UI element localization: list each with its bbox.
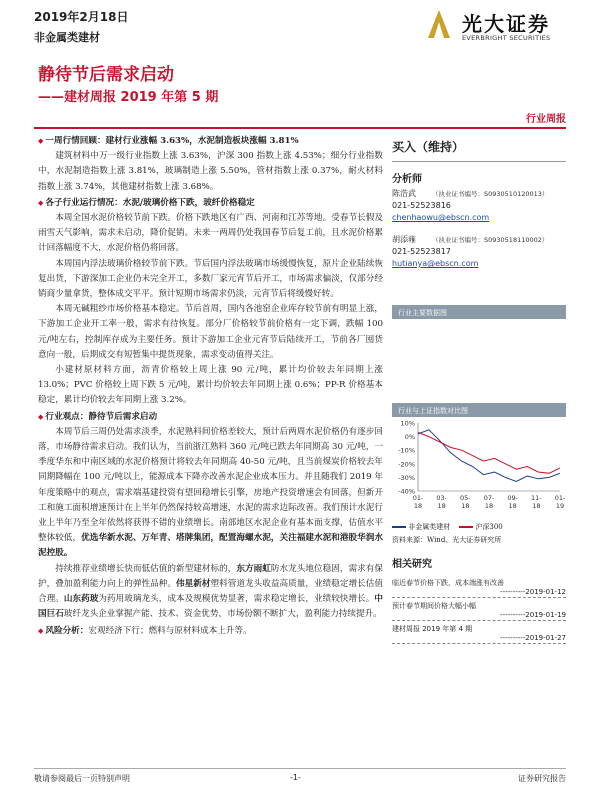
related-date: ----------2019-01-19	[500, 611, 566, 619]
x-tick-label: 19	[555, 502, 565, 510]
line-chart	[392, 417, 566, 517]
x-tick-label: 01-	[554, 494, 566, 502]
report-type: 行业周报	[526, 114, 566, 125]
related-item[interactable]	[392, 598, 566, 621]
series-line	[418, 430, 560, 482]
x-tick-label: 03-	[436, 494, 447, 502]
legend-swatch	[392, 526, 406, 528]
report-date: 2019年2月18日	[34, 10, 129, 24]
sidebar-divider	[392, 161, 566, 162]
analyst-phone: 021-52523817	[392, 247, 451, 256]
chart-header: 行业与上证指数对比图	[392, 403, 566, 417]
x-tick-label: 07-	[483, 494, 495, 502]
legend-label: 沪深300	[475, 523, 503, 531]
y-tick-label: -40%	[398, 487, 415, 496]
y-tick-label: 10%	[400, 419, 415, 428]
paragraph: 建筑材料中万一级行业指数上涨 3.63%，沪深 300 指数上涨 4.53%；细分行业指数中，水泥制造指数上涨 3.81%，玻璃制造上涨 5.50%，管材指数上涨 0.37%，耐火材料指数上涨 3.74%，其他建材指数上涨 3.68%。	[38, 151, 383, 192]
paragraph: 小建材原材料方面，沥青价格较上周上涨 90 元/吨，累计均价较去年同期上涨 13.0%；PVC 价格较上周下跌 5 元/吨，累计均价较去年同期上涨 0.6%；PP-R 价格基本稳定，累计均价较去年同期上涨 3.2%。	[38, 365, 383, 406]
x-tick-label: 18	[437, 502, 446, 510]
related-item[interactable]	[392, 575, 566, 598]
y-tick-label: -20%	[398, 460, 415, 469]
footer-disclaimer: 敬请参阅最后一页特别声明	[34, 774, 130, 783]
logo-chinese: 光大证券	[462, 12, 550, 36]
legend-label: 非金属类建材	[408, 523, 451, 531]
page-number: -1-	[290, 773, 301, 782]
x-tick-label: 18	[484, 502, 494, 510]
related-list	[392, 575, 566, 644]
main-body	[38, 133, 383, 639]
related-title: 临近春节价格下跌，成本端涨有改善	[392, 579, 504, 587]
chart-legend	[392, 522, 566, 532]
header-divider	[34, 127, 566, 129]
analyst-email[interactable]: hutianya@ebscn.com	[392, 259, 479, 268]
analyst-cert: （执业证书编号：S0930510120013）	[432, 190, 549, 198]
analyst-card	[392, 234, 566, 270]
section-title: ◆ 各子行业运行情况：水泥/玻璃价格下跌，玻纤价格稳定	[38, 195, 383, 211]
report-sector: 非金属类建材	[34, 31, 100, 44]
x-tick-label: 18	[508, 502, 517, 510]
industry-data-table	[392, 305, 566, 319]
x-tick-label: 05-	[460, 494, 471, 502]
x-tick-label: 01-	[412, 494, 424, 502]
x-tick-label: 18	[461, 502, 470, 510]
section-title: ◆ 一周行情回顾：建材行业涨幅 3.63%，水泥制造板块涨幅 3.81%	[38, 133, 383, 149]
analyst-phone: 021-52523816	[392, 201, 451, 210]
legend-swatch	[459, 526, 473, 528]
related-title: 预计春节期间价格大幅小幅	[392, 602, 476, 610]
report-title: 静待节后需求启动	[38, 65, 174, 85]
series-line	[418, 433, 560, 474]
footer-label: 证券研究报告	[518, 774, 566, 783]
paragraph: 本周国内浮法玻璃价格较节前下跌。节后国内浮法玻璃市场缓慢恢复，原片企业陆续恢复出货，下游深加工企业仍未完全开工，多数厂家元宵节后开工，市场需求偏淡，仅部分经销商少量拿货，整体成交平平。预计短期市场需求仍淡，元宵节后将缓慢好转。	[38, 258, 383, 300]
y-tick-label: 0%	[404, 433, 415, 442]
related-date: ----------2019-01-27	[500, 634, 566, 642]
report-subtitle: ——建材周报 2019 年第 5 期	[38, 90, 219, 105]
analyst-name: 胡添雍	[392, 235, 416, 244]
x-tick-label: 11-	[531, 494, 542, 502]
related-item[interactable]	[392, 621, 566, 644]
paragraph: 本周无碱粗纱市场价格基本稳定。节后首周，国内各池窑企业库存较节前有明显上涨，下游加工企业开工率一般，需求有待恢复。部分厂价格较节前价格有一定下调，跌幅 100 元/吨左右，控制库存成为主要任务。预计下游加工企业元宵节后陆续开工，节前各厂囤货意向一般，后期成交有短暂集中提货现象，需求变动值得关注。	[38, 304, 383, 360]
y-tick-label: -10%	[398, 446, 415, 455]
related-date: ----------2019-01-12	[500, 588, 566, 596]
analyst-name: 陈浩武	[392, 189, 416, 198]
paragraph: 本周全国水泥价格较节前下跌。价格下跌地区有广西、河南和江苏等地。受春节长假及雨雪天气影响，需求未启动，降价促销。未来一两周仍处我国春节后复工前，且水泥价格累计回落幅度不大，水泥价格仍将回落。	[38, 213, 383, 254]
paragraph: 持续推荐业绩增长快而低估值的新型建材标的，东方雨虹防水龙头地位稳固，需求有保护，叠加盈利能力向上的弹性品种。伟星新材塑料管道龙头收益高质量，业绩稳定增长估值合理。山东药玻为药用玻璃龙头，成本及规模优势显著，需求稳定增长，业绩较快增长。中国巨石玻纤龙头企业掌握产能、技术、资金优势，市场份额不断扩大，盈利能力持续提升。	[38, 563, 383, 620]
sidebar	[392, 133, 566, 270]
stock-picks: 优选华新水泥、万年青、塔牌集团，配置海螺水泥，关注福建水泥和港股华润水泥控股。	[38, 533, 383, 559]
chart-header: 行业主要数据图	[392, 305, 566, 319]
risk-section: ◆ 风险分析：宏观经济下行；燃料与原材料成本上升等。	[38, 623, 383, 639]
industry-vs-index-chart	[392, 403, 566, 545]
footer-divider	[34, 768, 566, 769]
analyst-email[interactable]: chenhaowu@ebscn.com	[392, 213, 490, 222]
logo-english: EVERBRIGHT SECURITIES	[462, 34, 551, 42]
rating: 买入（维持）	[392, 140, 465, 154]
chart-source: 资料来源：Wind、光大证券研究所	[392, 536, 502, 544]
x-tick-label: 18	[532, 502, 541, 510]
analyst-card	[392, 188, 566, 224]
y-tick-label: -30%	[398, 473, 415, 482]
related-title: 建材周报 2019 年第 4 期	[392, 625, 473, 633]
related-heading: 相关研究	[392, 559, 432, 570]
analyst-heading: 分析师	[392, 174, 422, 185]
analyst-cert: （执业证书编号：S0930518110002）	[432, 236, 549, 244]
x-tick-label: 18	[413, 502, 423, 510]
section-title: ◆ 行业观点：静待节后需求启动	[38, 409, 383, 425]
x-tick-label: 09-	[507, 494, 518, 502]
paragraph: 本周节后三周仍处需求淡季，水泥熟料间价格差较大，预计后两周水泥价格仍有逐步回落，市场静待需求启动。我们认为，当前浙江熟料 360 元/吨已跌去年同期高 30 元/吨，一季度华东和中南区域的水泥价格预计将较去年同期高 40-50 元/吨，且当前煤炭价格较去年同期降幅在 100 元/吨以上，能源成本下降亦改善水泥企业成本压力。并且随我们 2019 年年度策略中的观点，需求端基建投资有望回稳增长引擎，房地产投资增速会有回落，但新开工和施工面积增速预计在上半年仍然保持较高增速，水泥的需求边际改善。我们预计水泥行业上半年乃至全年依然将获得不错的业绩增长。南部地区水泥企业有基本面支撑，估值水平整体较低，优选华新水泥、万年青、塔牌集团，配置海螺水泥，关注福建水泥和港股华润水泥控股。	[38, 426, 383, 559]
company-logo	[424, 6, 574, 46]
logo-mark-icon	[424, 8, 454, 40]
